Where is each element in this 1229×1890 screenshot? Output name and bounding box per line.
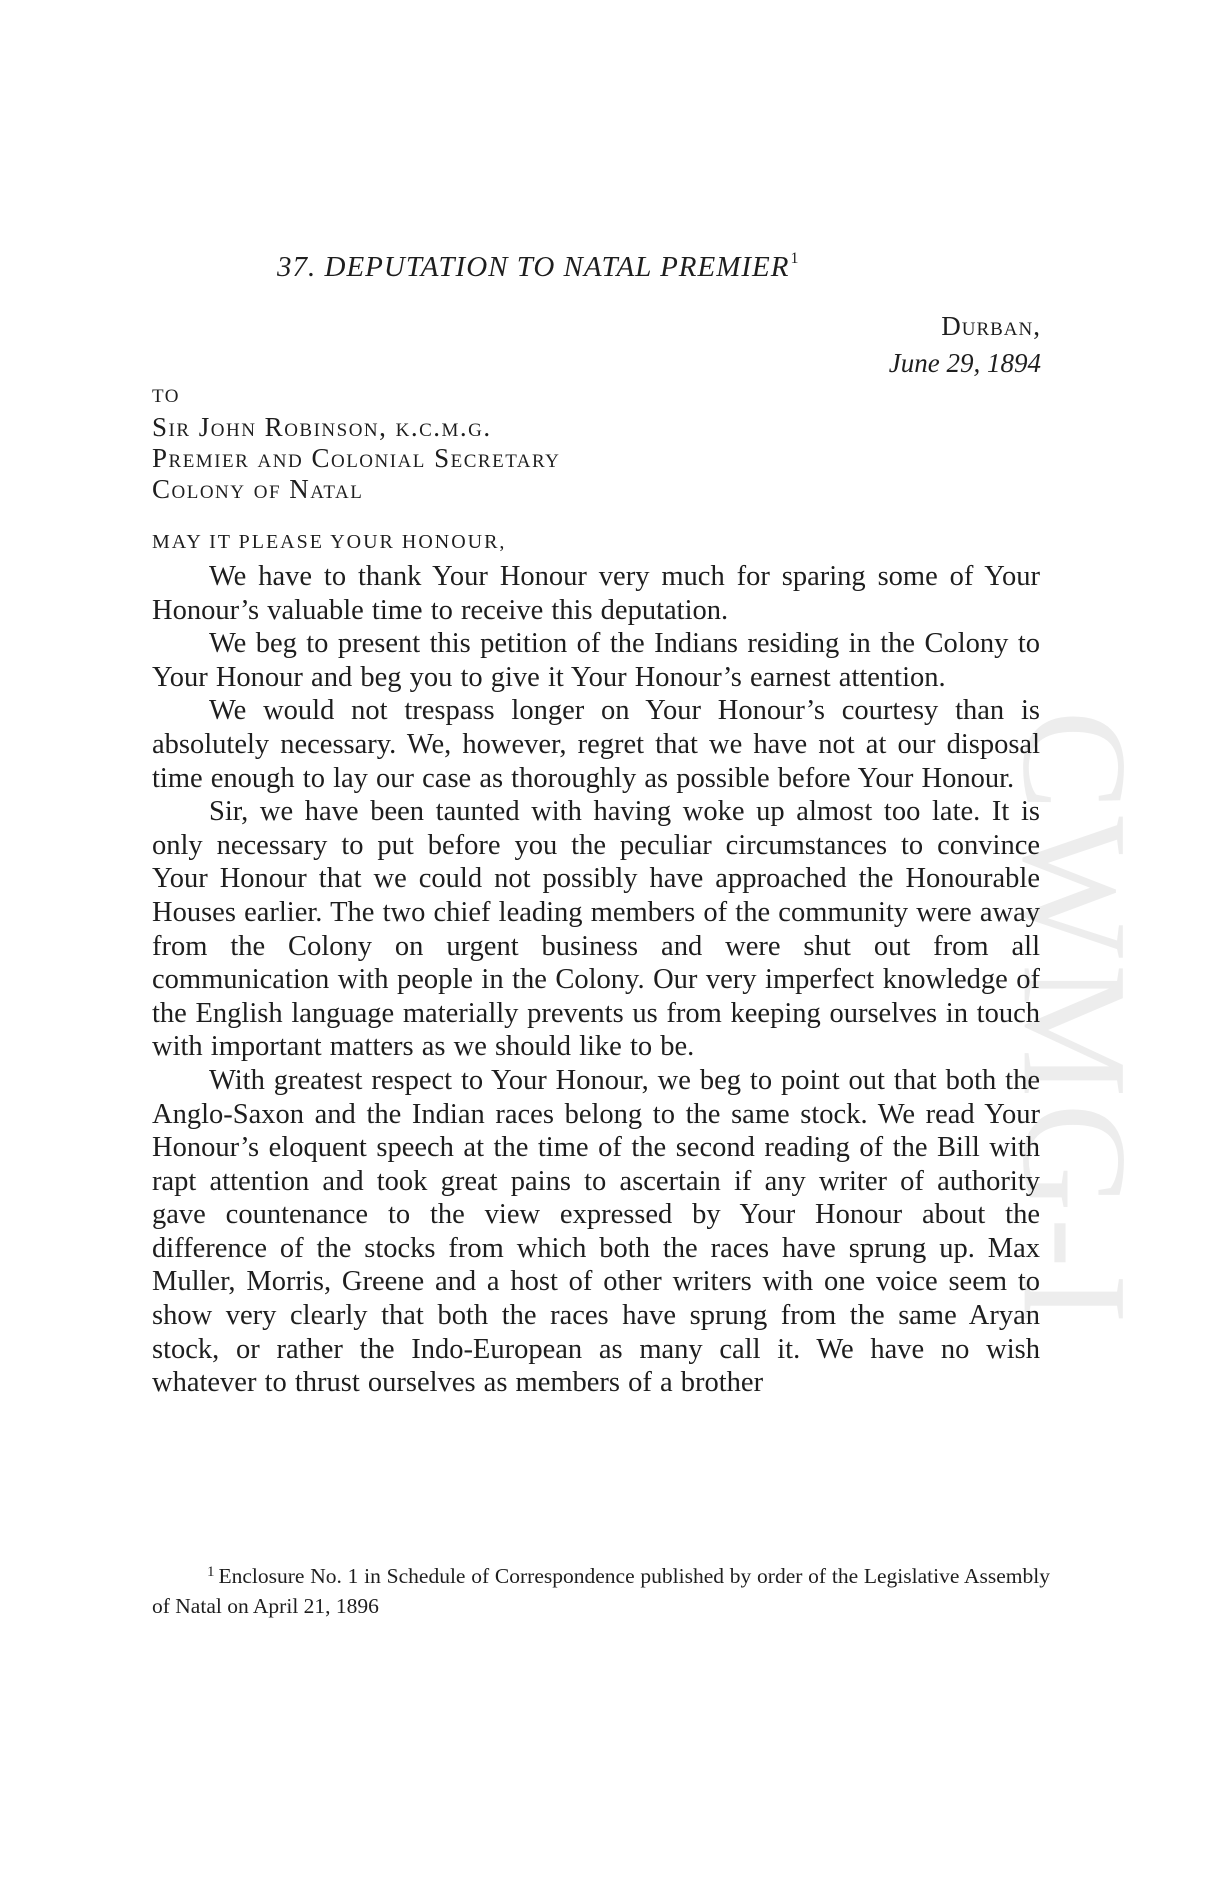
letter-body — [152, 560, 1040, 1400]
paragraph: We have to thank Your Honour very much for sparing some of Your Honour’s valuable time to receive this deputation. — [152, 561, 1040, 626]
title-text: 37. DEPUTATION TO NATAL PREMIER — [277, 251, 790, 283]
addressee-location: Colony of Natal — [152, 474, 364, 504]
date: June 29, 1894 — [888, 348, 1041, 378]
dateline — [889, 308, 1041, 382]
footnote — [152, 1557, 1050, 1621]
footnote-paragraph — [152, 1557, 1050, 1621]
paragraph: With greatest respect to Your Honour, we beg to point out that both the Anglo-Saxon and the Indian races belong to the same stock. We read Your Honour’s eloquent speech at the time of the second reading of the Bill with rapt attention and took great pains to ascertain if any writer of authority gave countenance to the view expressed by Your Honour about the difference of the stocks from which both the races have sprung up. Max Muller, Morris, Greene and a host of other writers with one voice seem to show very clearly that both the races have sprung from the same Aryan stock, or rather the Indo-European as many call it. We have no wish whatever to thrust ourselves as members of a brother — [152, 1064, 1040, 1399]
paragraph: We beg to present this petition of the Indians residing in the Colony to Your Honour and beg you to give it Your Honour’s earnest attention. — [152, 628, 1040, 693]
addressee-block — [152, 381, 560, 505]
addressee-name: Sir John Robinson, k.c.m.g. — [152, 412, 492, 442]
title-footnote-mark: 1 — [790, 250, 800, 267]
paragraph: We would not trespass longer on Your Honour’s courtesy than is absolutely necessary. We, however, regret that we have not at our disposal time enough to lay our case as thoroughly as possible before Your Honour. — [152, 695, 1040, 794]
footnote-text: Enclosure No. 1 in Schedule of Correspondence published by order of the Legislative Assembly of Natal on April 21, 1896 — [152, 1564, 1050, 1618]
place: Durban, — [941, 311, 1041, 341]
salutation: MAY IT PLEASE YOUR HONOUR, — [152, 531, 507, 553]
watermark-text: CWMG-I — [992, 710, 1159, 1330]
paragraph: Sir, we have been taunted with having woke up almost too late. It is only necessary to put before you the peculiar circumstances to convince Your Honour that we could not possibly have approached the Honourable Houses earlier. The two chief leading members of the community were away from the Colony on urgent business and were shut out from all communication with people in the Colony. Our very imperfect knowledge of the English language materially prevents us from keeping ourselves in touch with important matters as we should like to be. — [152, 796, 1040, 1063]
addressee-position: Premier and Colonial Secretary — [152, 443, 561, 473]
addressee-to: TO — [152, 386, 180, 407]
document-title — [277, 250, 799, 284]
footnote-mark: 1 — [207, 1564, 215, 1580]
